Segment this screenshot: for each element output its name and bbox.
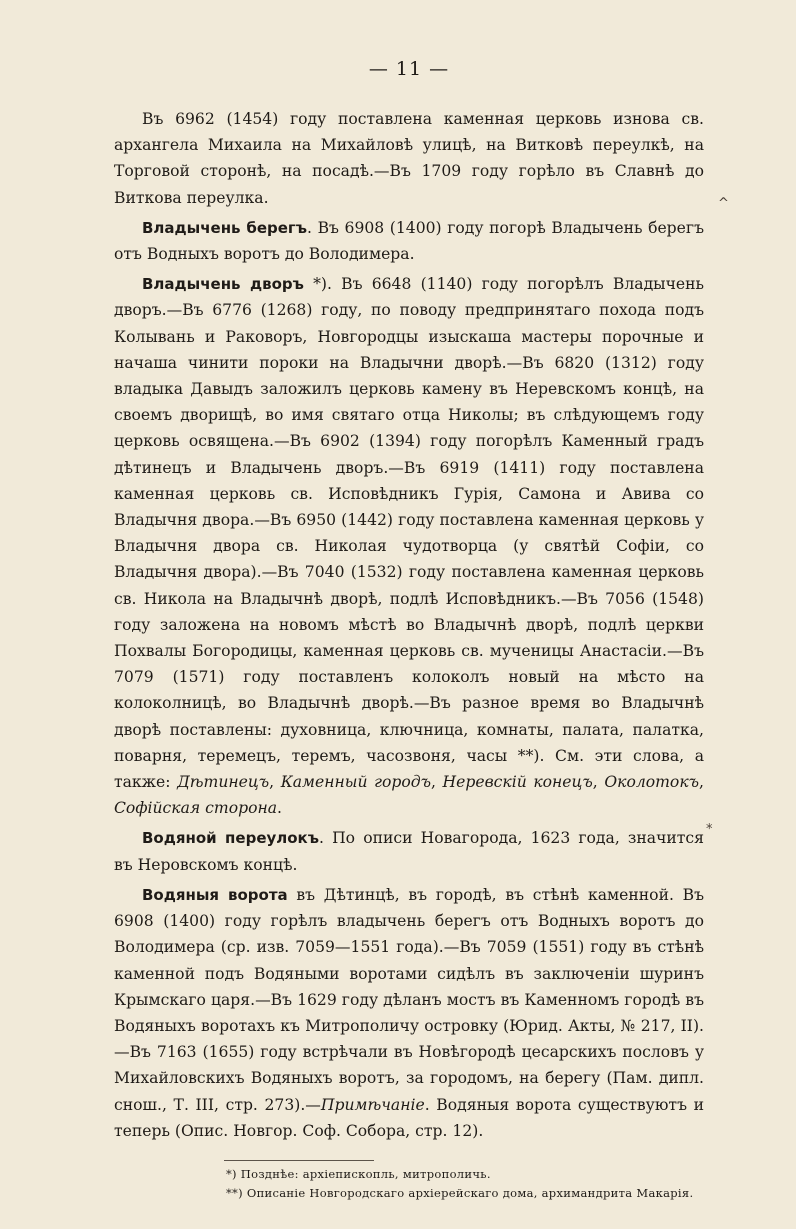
margin-mark: * — [706, 822, 713, 837]
ref-separator: , — [431, 773, 443, 792]
paragraph-text: Въ 6962 (1454) году поставлена каменная церковь изнова св. архангела Михаила на Михайловѣ улицѣ, на Витковѣ переулкѣ, на Торговой сторонѣ, на посадѣ.—Въ 1709 году горѣло въ Славнѣ до Виткова переулка. — [114, 110, 704, 207]
entry-term: Водяной переулокъ — [142, 829, 320, 848]
entry-vladychen-bereg — [114, 215, 704, 267]
entry-text: въ Дѣтинцѣ, въ городѣ, въ стѣнѣ каменной. Въ 6908 (1400) году горѣлъ владычень берегъ отъ Водныхъ воротъ до Володимера (ср. изв. 7059—1551 года).—Въ 7059 (1551) году въ стѣнѣ каменной подъ Водяными воротами сидѣлъ въ заключеніи шуринъ Крымскаго царя.—Въ 1629 году дѣланъ мостъ въ Каменномъ городѣ въ Водяныхъ воротахъ къ Митрополичу островку (Юрид. Акты, № 217, II).—Въ 7163 (1655) году встрѣчали въ Новѣгородѣ цесарскихъ пословъ у Михайловскихъ Водяныхъ воротъ, за городомъ, на берегу (Пам. дипл. снош., Т. III, стр. 273).— — [114, 885, 704, 1114]
note-label: Примѣчаніе — [320, 1095, 425, 1114]
entry-text: . Въ 6908 (1400) году погорѣ Владычень берегъ отъ Водныхъ воротъ до Володимера. — [114, 218, 704, 264]
cross-reference: Неревскій конецъ — [442, 773, 593, 792]
cross-reference: Околотокъ — [604, 773, 700, 792]
cross-reference: Софійская сторона — [114, 799, 278, 818]
entry-text: *). Въ 6648 (1140) году погорѣлъ Владычень дворъ.—Въ 6776 (1268) году, по поводу предпринятаго похода подъ Колывань и Раковоръ, Новгородцы изыскаша мастеры порочные и начаша чинити пороки на Владычни дворѣ.—Въ 6820 (1312) году владыка Давыдъ заложилъ церковь камену въ Неревскомъ концѣ, на своемъ дворищѣ, во имя святаго отца Николы; въ слѣдующемъ году церковь освящена.—Въ 6902 (1394) году погорѣлъ Каменный градъ дѣтинецъ и Владычень дворъ.—Въ 6919 (1411) году поставлена каменная церковь св. Исповѣдникъ Гурія, Самона и Авива со Владычня двора.—Въ 6950 (1442) году поставлена каменная церковь у Владычня двора св. Николая чудотворца (у святѣй Софіи, со Владычня двора).—Въ 7040 (1532) году поставлена каменная церковь св. Никола на Владычнѣ дворѣ, подлѣ Исповѣдникъ.—Въ 7056 (1548) году заложена на новомъ мѣстѣ во Владычнѣ дворѣ, подлѣ церкви Похвалы Богородицы, каменная церковь св. мученицы Анастасіи.—Въ 7079 (1571) году поставленъ колоколъ новый на мѣсто на колоколницѣ, во Владычнѣ дворѣ.—Въ разное время во Владычнѣ дворѣ поставлены: духовница, ключница, комнаты, палата, палатка, поварня, теремецъ, теремъ, часозвоня, часы **). См. эти слова, а также: — [114, 275, 704, 792]
entry-vodyanoy-pereulok — [114, 825, 704, 877]
entry-term: Водяныя ворота — [142, 885, 288, 904]
ref-separator: , — [699, 773, 704, 792]
entry-term: Владычень дворъ — [142, 275, 304, 294]
ref-separator: . — [277, 799, 282, 818]
ref-separator: , — [269, 773, 281, 792]
page-number: — 11 — — [368, 58, 450, 80]
footnotes — [114, 1154, 704, 1203]
entry-text-tail: . Водяныя ворота существуютъ и теперь (Опис. Новгор. Соф. Собора, стр. 12). — [114, 1095, 704, 1140]
footnote-divider — [224, 1160, 374, 1161]
ref-separator: , — [592, 773, 605, 792]
paragraph-intro — [114, 106, 704, 211]
entry-vodyanyya-vorota — [114, 882, 704, 1144]
footnote-2: **) Описаніе Новгородскаго архіерейскаго дома, архимандрита Макарія. — [226, 1185, 694, 1200]
entry-vladychen-dvor — [114, 271, 704, 821]
entry-term: Владычень берегъ — [142, 218, 308, 237]
entry-text: . По описи Новагорода, 1623 года, значится въ Неровскомъ концѣ. — [114, 829, 704, 874]
cross-reference: Дѣтинецъ — [177, 773, 270, 792]
footnote-1: *) Позднѣе: архіепископль, митрополичь. — [226, 1166, 491, 1181]
margin-mark: ^ — [718, 196, 729, 211]
cross-reference: Каменный городъ — [280, 773, 431, 792]
